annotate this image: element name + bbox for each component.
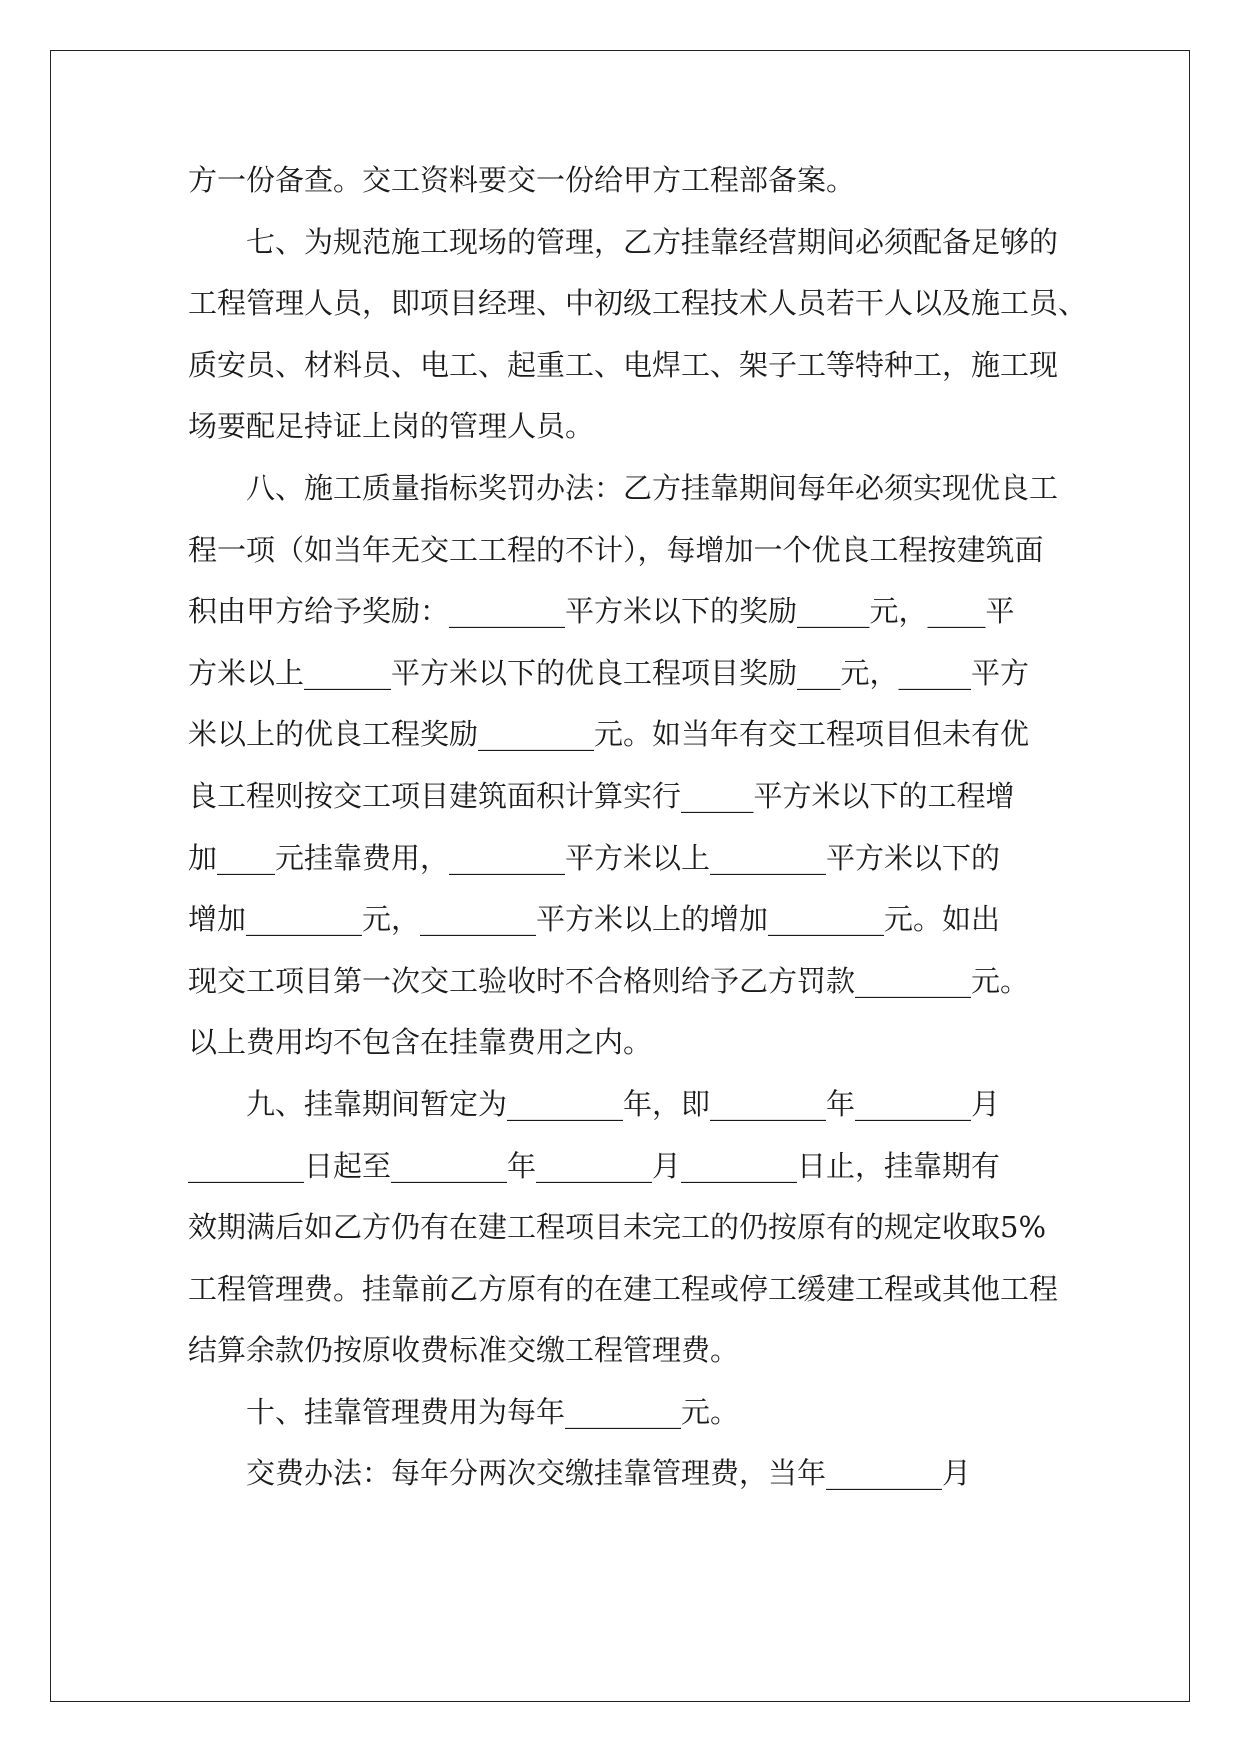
text-line: 方米以上______平方米以下的优良工程项目奖励___元，_____平方 — [188, 655, 1030, 690]
text-line: ________日起至________年________月________日止，挂靠期有 — [188, 1148, 1001, 1183]
text-line: 交费办法：每年分两次交缴挂靠管理费，当年________月 — [188, 1456, 972, 1491]
text-line: 十、挂靠管理费用为每年________元。 — [188, 1394, 740, 1429]
text-line: 结算余款仍按原收费标准交缴工程管理费。 — [188, 1333, 740, 1368]
text-line: 程一项（如当年无交工工程的不计），每增加一个优良工程按建筑面 — [188, 532, 1044, 567]
text-line: 米以上的优良工程奖励________元。如当年有交工程项目但未有优 — [188, 717, 1030, 752]
text-line: 工程管理人员，即项目经理、中初级工程技术人员若干人以及施工员、 — [188, 286, 1088, 321]
text-line: 现交工项目第一次交工验收时不合格则给予乙方罚款________元。 — [188, 963, 1030, 998]
text-line: 增加________元，________平方米以上的增加________元。如出 — [188, 902, 1001, 937]
document-body — [188, 150, 1088, 1505]
text-line: 以上费用均不包含在挂靠费用之内。 — [188, 1025, 653, 1060]
text-line: 加____元挂靠费用，________平方米以上________平方米以下的 — [188, 840, 1001, 875]
text-line: 八、施工质量指标奖罚办法：乙方挂靠期间每年必须实现优良工 — [188, 470, 1059, 505]
text-line: 良工程则按交工项目建筑面积计算实行_____平方米以下的工程增 — [188, 778, 1015, 813]
text-line: 积由甲方给予奖励：________平方米以下的奖励_____元，____平 — [188, 594, 1015, 629]
text-line: 九、挂靠期间暂定为________年，即________年________月 — [188, 1086, 1001, 1121]
text-line: 场要配足持证上岗的管理人员。 — [188, 409, 595, 444]
text-line: 方一份备查。交工资料要交一份给甲方工程部备案。 — [188, 163, 856, 197]
text-line: 工程管理费。挂靠前乙方原有的在建工程或停工缓建工程或其他工程 — [188, 1271, 1059, 1306]
text-line: 七、为规范施工现场的管理，乙方挂靠经营期间必须配备足够的 — [188, 224, 1059, 259]
text-line: 质安员、材料员、电工、起重工、电焊工、架子工等特种工，施工现 — [188, 347, 1059, 382]
text-line: 效期满后如乙方仍有在建工程项目未完工的仍按原有的规定收取5% — [188, 1210, 1047, 1245]
